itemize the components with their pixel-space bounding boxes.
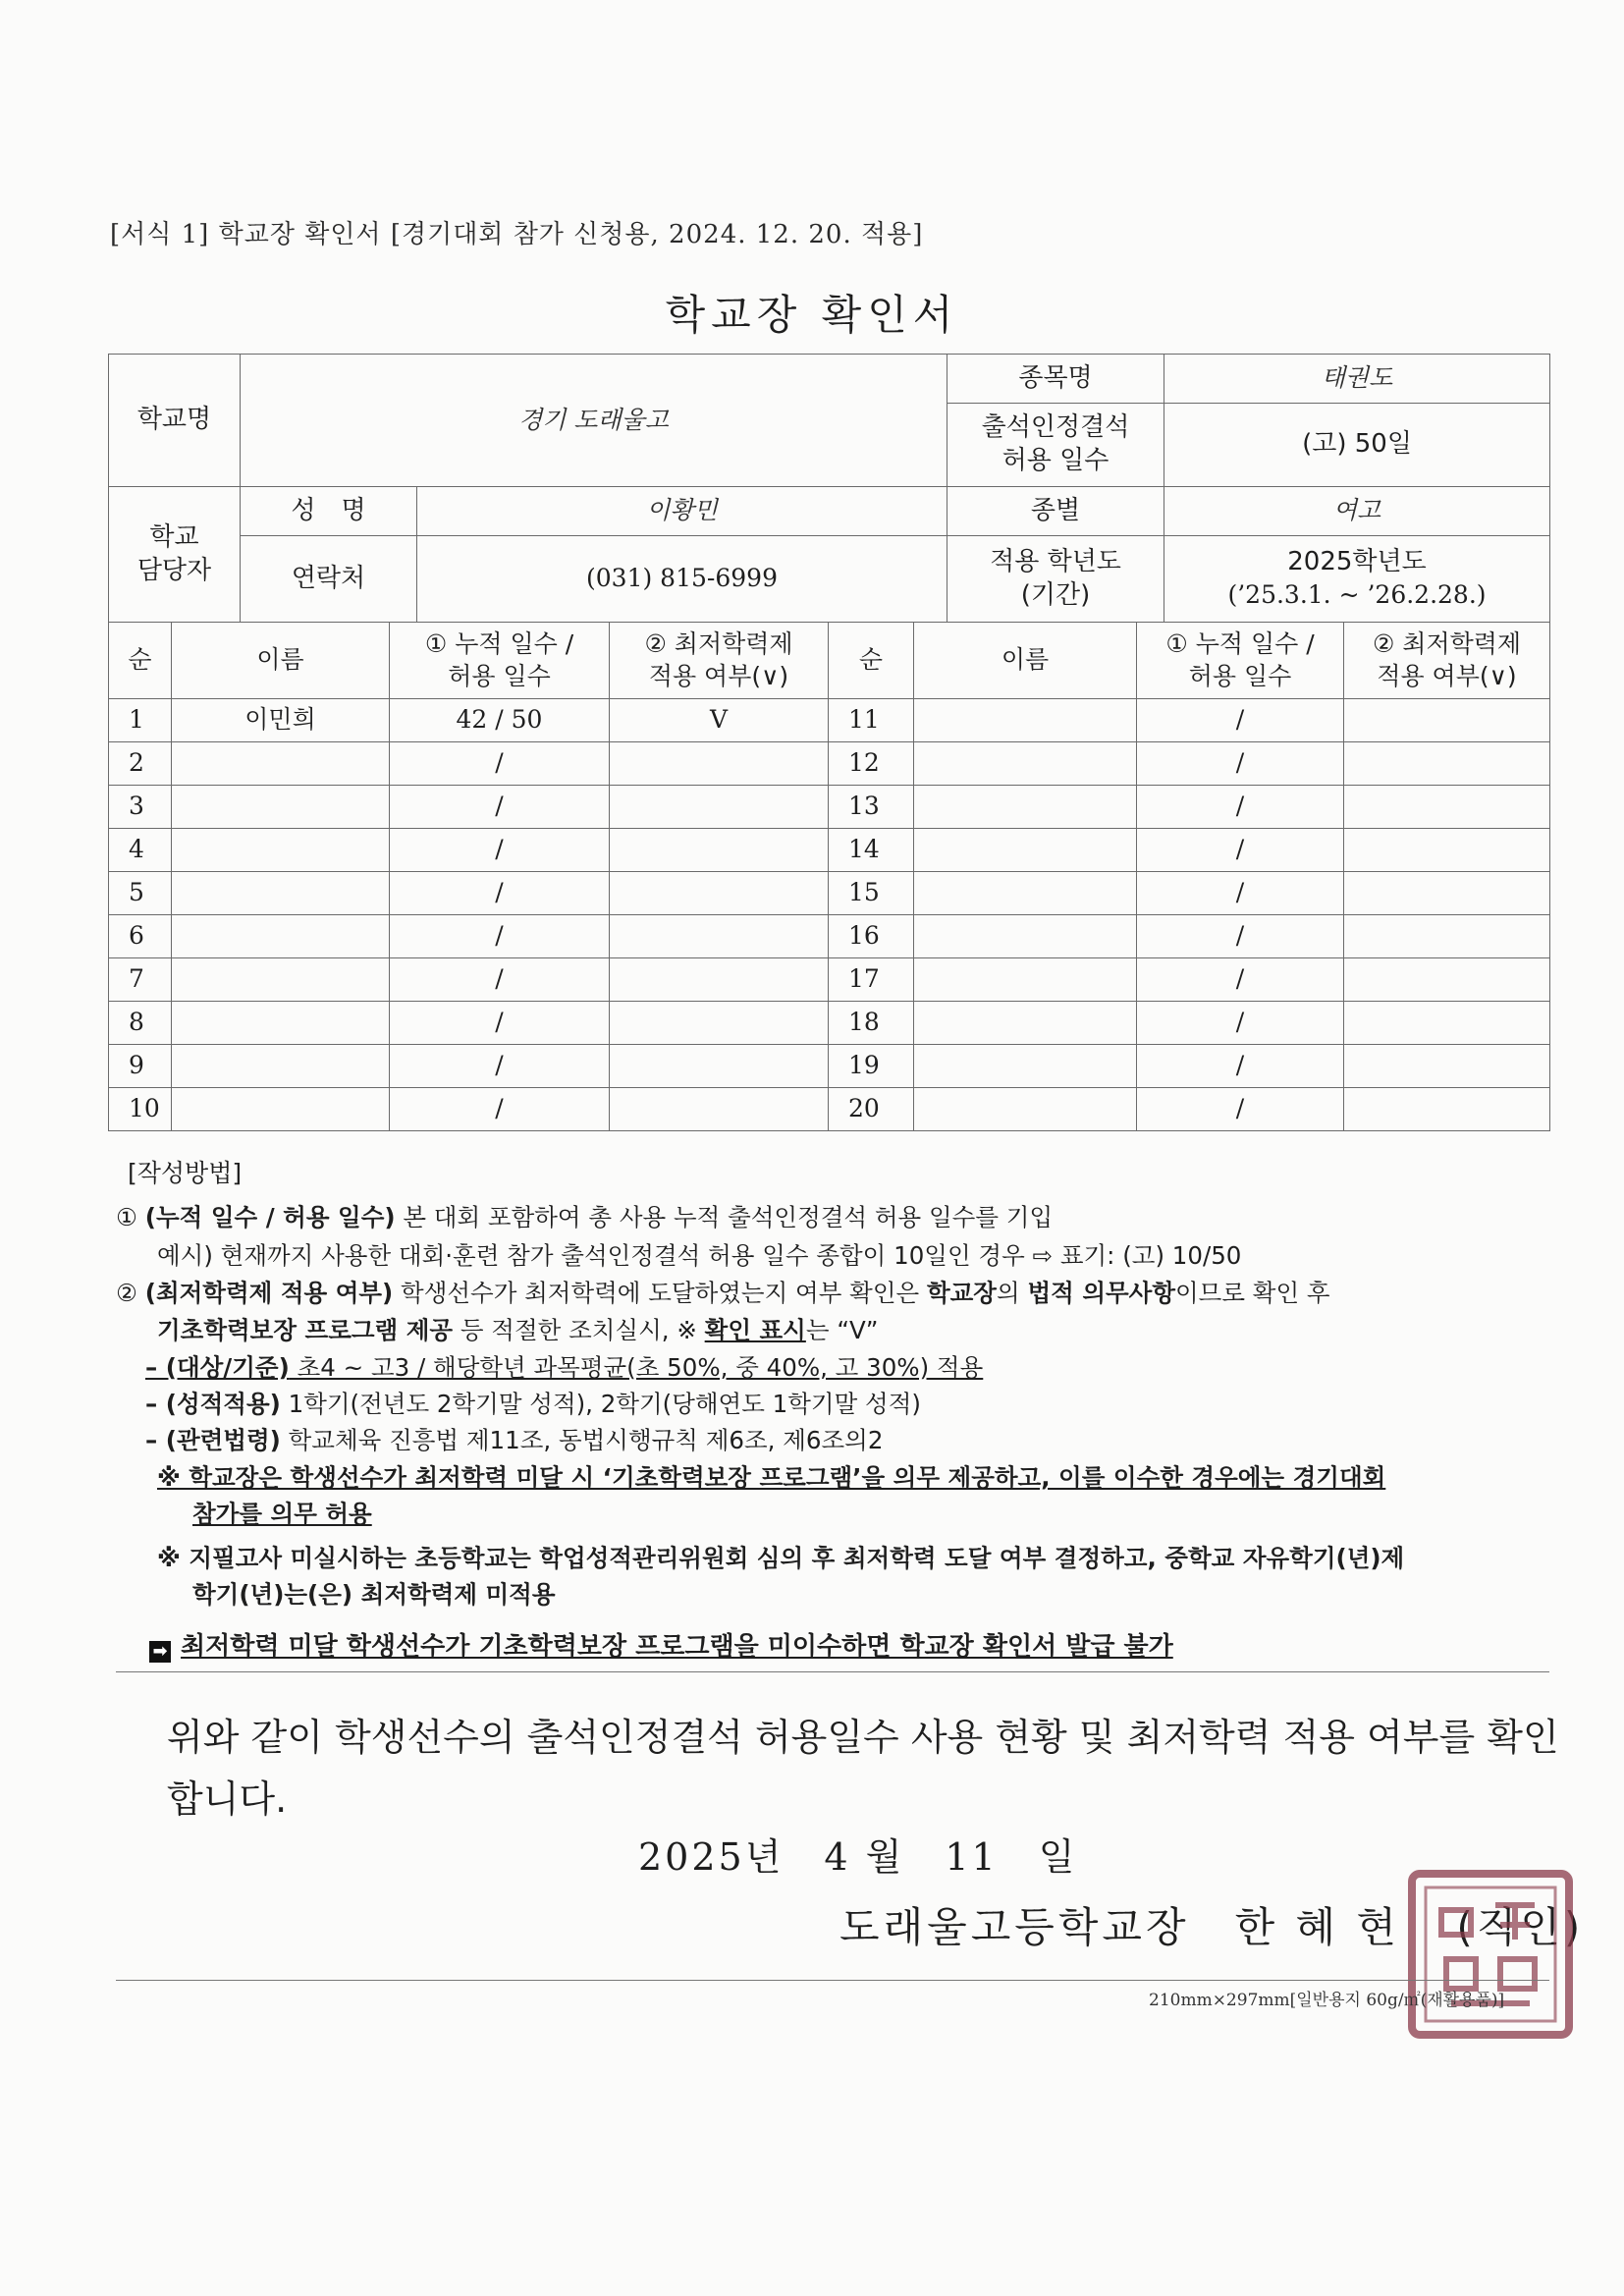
instruction-2-text-a: 학생선수가 최저학력에 도달하였는지 여부 확인은	[393, 1279, 927, 1307]
detail-target-text: 초4 ~ 고3 / 해당학년 과목평균(초 50%, 중 40%, 고 30%) 적용	[289, 1353, 984, 1382]
col-min-left-line1: ② 최저학력제	[644, 629, 793, 658]
row-name	[172, 1088, 390, 1131]
sign-mark: (직인)	[1456, 1903, 1585, 1951]
row-no: 13	[829, 786, 914, 829]
col-days-right-line1: ① 누적 일수 /	[1165, 629, 1315, 658]
row-min	[610, 829, 829, 872]
row-no: 10	[109, 1088, 172, 1131]
row-name	[172, 915, 390, 958]
name-label: 성 명	[241, 487, 417, 536]
row-name	[914, 958, 1137, 1002]
col-min-left-line2: 적용 여부(∨)	[648, 661, 789, 690]
row-name	[914, 1088, 1137, 1131]
row-no: 15	[829, 872, 914, 915]
row-no: 11	[829, 699, 914, 742]
school-value: 경기 도래울고	[241, 355, 947, 487]
instruction-2	[116, 1275, 1330, 1309]
row-min	[610, 958, 829, 1002]
contact-value: (031) 815-6999	[417, 536, 947, 623]
note-2-line2: 학기(년)는(은) 최저학력제 미적용	[192, 1580, 556, 1609]
row-name	[914, 1002, 1137, 1045]
roster-header-row	[109, 623, 1550, 699]
allow-days-label-line1: 출석인정결석	[981, 412, 1130, 443]
allow-days-label-line2: 허용 일수	[1001, 446, 1110, 475]
row-min	[610, 742, 829, 786]
row-min	[610, 872, 829, 915]
col-days-right-line2: 허용 일수	[1188, 661, 1292, 690]
row-days: /	[390, 786, 610, 829]
allow-days-label	[947, 404, 1164, 487]
detail-law-bold: – (관련법령)	[145, 1426, 281, 1454]
year-label	[947, 536, 1164, 623]
year-value-line1: 2025학년도	[1287, 547, 1427, 577]
row-no: 19	[829, 1045, 914, 1088]
type-value: 여고	[1164, 487, 1550, 536]
table-row	[109, 1002, 1550, 1045]
year-label-line2: (기간)	[1020, 579, 1091, 610]
col-days-right	[1137, 623, 1344, 699]
arrow-right-icon: ➡	[149, 1641, 171, 1663]
row-no: 4	[109, 829, 172, 872]
row-days: /	[1137, 872, 1344, 915]
table-row	[109, 742, 1550, 786]
instruction-1	[116, 1199, 1053, 1233]
manager-label	[109, 487, 241, 623]
row-min	[1344, 829, 1550, 872]
row-name	[914, 829, 1137, 872]
row-name	[914, 742, 1137, 786]
row-name	[914, 872, 1137, 915]
instruction-2-line2	[157, 1312, 878, 1346]
row-name	[172, 742, 390, 786]
col-days-left-line1: ① 누적 일수 /	[424, 629, 574, 658]
row-name	[172, 1002, 390, 1045]
manager-label-line2: 담당자	[136, 555, 212, 585]
row-min	[1344, 1002, 1550, 1045]
row-days: /	[390, 742, 610, 786]
row-days: /	[1137, 958, 1344, 1002]
roster-table	[108, 622, 1550, 1131]
row-no: 9	[109, 1045, 172, 1088]
row-no: 18	[829, 1002, 914, 1045]
year-value-line2: (’25.3.1. ~ ’26.2.28.)	[1227, 580, 1487, 610]
warning-line	[149, 1626, 1173, 1663]
detail-target-bold: – (대상/기준)	[145, 1353, 290, 1382]
row-days: /	[390, 1045, 610, 1088]
signer-name: 도래울고등학교장 한 혜 현	[839, 1903, 1400, 1951]
row-no: 3	[109, 786, 172, 829]
row-days: /	[1137, 915, 1344, 958]
table-row	[109, 1088, 1550, 1131]
row-no: 5	[109, 872, 172, 915]
detail-grade-text: 1학기(전년도 2학기말 성적), 2학기(당해연도 1학기말 성적)	[280, 1390, 921, 1418]
manager-name-value: 이황민	[417, 487, 947, 536]
row-days: /	[1137, 742, 1344, 786]
divider	[116, 1671, 1549, 1672]
col-name-right: 이름	[914, 623, 1137, 699]
sport-value: 태권도	[1164, 355, 1550, 404]
allow-days-value: (고) 50일	[1164, 404, 1550, 487]
row-min	[1344, 1088, 1550, 1131]
row-no: 16	[829, 915, 914, 958]
col-name-left: 이름	[172, 623, 390, 699]
detail-grade	[145, 1386, 921, 1420]
row-no: 7	[109, 958, 172, 1002]
table-row	[109, 699, 1550, 742]
col-days-left-line2: 허용 일수	[448, 661, 551, 690]
instruction-1-text: 본 대회 포함하여 총 사용 누적 출석인정결석 허용 일수를 기입	[395, 1203, 1054, 1231]
instruction-2-bold-d: 법적 의무사항	[1027, 1279, 1175, 1307]
row-days: /	[390, 829, 610, 872]
instruction-2-bold-b: 학교장	[926, 1279, 997, 1307]
sport-label: 종목명	[947, 355, 1164, 404]
row-no: 1	[109, 699, 172, 742]
col-no-right: 순	[829, 623, 914, 699]
row-min	[610, 1045, 829, 1088]
type-label: 종별	[947, 487, 1164, 536]
note-1-line1: ※ 학교장은 학생선수가 최저학력 미달 시 ‘기초학력보장 프로그램’을 의무 제공하고, 이를 이수한 경우에는 경기대회	[157, 1463, 1386, 1492]
instruction-2-bold: (최저학력제 적용 여부)	[144, 1279, 394, 1307]
col-min-right-line2: 적용 여부(∨)	[1377, 661, 1517, 690]
instruction-1-bold: (누적 일수 / 허용 일수)	[144, 1203, 396, 1231]
school-label: 학교명	[109, 355, 241, 487]
row-name	[914, 915, 1137, 958]
row-name	[172, 786, 390, 829]
row-min	[610, 1002, 829, 1045]
row-name: 이민희	[172, 699, 390, 742]
row-name	[914, 699, 1137, 742]
row-name	[172, 958, 390, 1002]
official-seal-icon	[1402, 1866, 1579, 2043]
row-days: /	[1137, 786, 1344, 829]
table-row	[109, 915, 1550, 958]
row-min	[610, 915, 829, 958]
detail-law-text: 학교체육 진흥법 제11조, 동법시행규칙 제6조, 제6조의2	[280, 1426, 884, 1454]
instructions-title: [작성방법]	[128, 1159, 243, 1187]
contact-label: 연락처	[241, 536, 417, 623]
row-min	[1344, 786, 1550, 829]
table-row	[109, 786, 1550, 829]
row-name	[172, 829, 390, 872]
row-no: 12	[829, 742, 914, 786]
row-days: /	[1137, 699, 1344, 742]
detail-law	[145, 1422, 883, 1456]
row-no: 20	[829, 1088, 914, 1131]
row-name	[172, 1045, 390, 1088]
row-days: /	[390, 1002, 610, 1045]
col-min-left	[610, 623, 829, 699]
row-name	[914, 786, 1137, 829]
row-no: 14	[829, 829, 914, 872]
row-no: 8	[109, 1002, 172, 1045]
instruction-2-line2-bold-u: 확인 표시	[704, 1316, 806, 1344]
table-row	[109, 829, 1550, 872]
row-no: 17	[829, 958, 914, 1002]
col-days-left	[390, 623, 610, 699]
table-row	[109, 958, 1550, 1002]
row-days: /	[1137, 829, 1344, 872]
note-1-line2: 참가를 의무 허용	[192, 1500, 372, 1528]
instruction-1-example: 예시) 현재까지 사용한 대회·훈련 참가 출석인정결석 허용 일수 종합이 10일인 경우 ⇨ 표기: (고) 10/50	[157, 1241, 1242, 1270]
col-min-right-line1: ② 최저학력제	[1372, 629, 1522, 658]
row-min	[610, 786, 829, 829]
table-row	[109, 1045, 1550, 1088]
instruction-2-text-e: 이므로 확인 후	[1174, 1279, 1330, 1307]
row-min	[1344, 958, 1550, 1002]
row-min	[1344, 1045, 1550, 1088]
row-name	[914, 1045, 1137, 1088]
row-days: /	[1137, 1088, 1344, 1131]
row-min	[1344, 872, 1550, 915]
instruction-2-line2-bold: 기초학력보장 프로그램 제공	[157, 1316, 454, 1344]
col-min-right	[1344, 623, 1550, 699]
row-name	[172, 872, 390, 915]
instruction-2-line2-text: 등 적절한 조치실시, ※	[453, 1316, 705, 1344]
row-no: 6	[109, 915, 172, 958]
bottom-divider	[116, 1980, 1549, 1981]
row-days: /	[1137, 1045, 1344, 1088]
row-days: /	[390, 1088, 610, 1131]
row-days: /	[390, 872, 610, 915]
note-2-line1: ※ 지필고사 미실시하는 초등학교는 학업성적관리위원회 심의 후 최저학력 도달 여부 결정하고, 중학교 자유학기(년)제	[157, 1544, 1405, 1572]
year-value	[1164, 536, 1550, 623]
confirmation-text: 위와 같이 학생선수의 출석인정결석 허용일수 사용 현황 및 최저학력 적용 여부를 확인합니다.	[167, 1716, 1559, 1821]
row-days: 42 / 50	[390, 699, 610, 742]
row-days: /	[1137, 1002, 1344, 1045]
detail-target	[145, 1349, 983, 1384]
row-days: /	[390, 915, 610, 958]
form-label: [서식 1] 학교장 확인서 [경기대회 참가 신청용, 2024. 12. 20. 적용]	[110, 220, 924, 249]
row-days: /	[390, 958, 610, 1002]
page-title: 학교장 확인서	[665, 291, 959, 339]
row-min	[1344, 915, 1550, 958]
row-min	[610, 1088, 829, 1131]
year-label-line1: 적용 학년도	[990, 546, 1121, 576]
instruction-2-line2-end: 는 “V”	[805, 1316, 879, 1344]
row-min: V	[610, 699, 829, 742]
manager-label-line1: 학교	[149, 521, 199, 552]
instruction-2-mark: ②	[116, 1279, 137, 1307]
instruction-2-text-c: 의	[996, 1279, 1028, 1307]
instruction-1-mark: ①	[116, 1203, 137, 1231]
table-row	[109, 872, 1550, 915]
row-no: 2	[109, 742, 172, 786]
info-table	[108, 354, 1550, 623]
col-no-left: 순	[109, 623, 172, 699]
paper-spec: 210mm×297mm[일반용지 60g/㎡(재활용품)]	[1149, 1991, 1505, 2010]
issue-date: 2025년 4 월 11 일	[638, 1835, 1078, 1879]
row-min	[1344, 742, 1550, 786]
row-min	[1344, 699, 1550, 742]
detail-grade-bold: – (성적적용)	[145, 1390, 281, 1418]
warning-text: 최저학력 미달 학생선수가 기초학력보장 프로그램을 미이수하면 학교장 확인서 발급 불가	[181, 1632, 1173, 1662]
